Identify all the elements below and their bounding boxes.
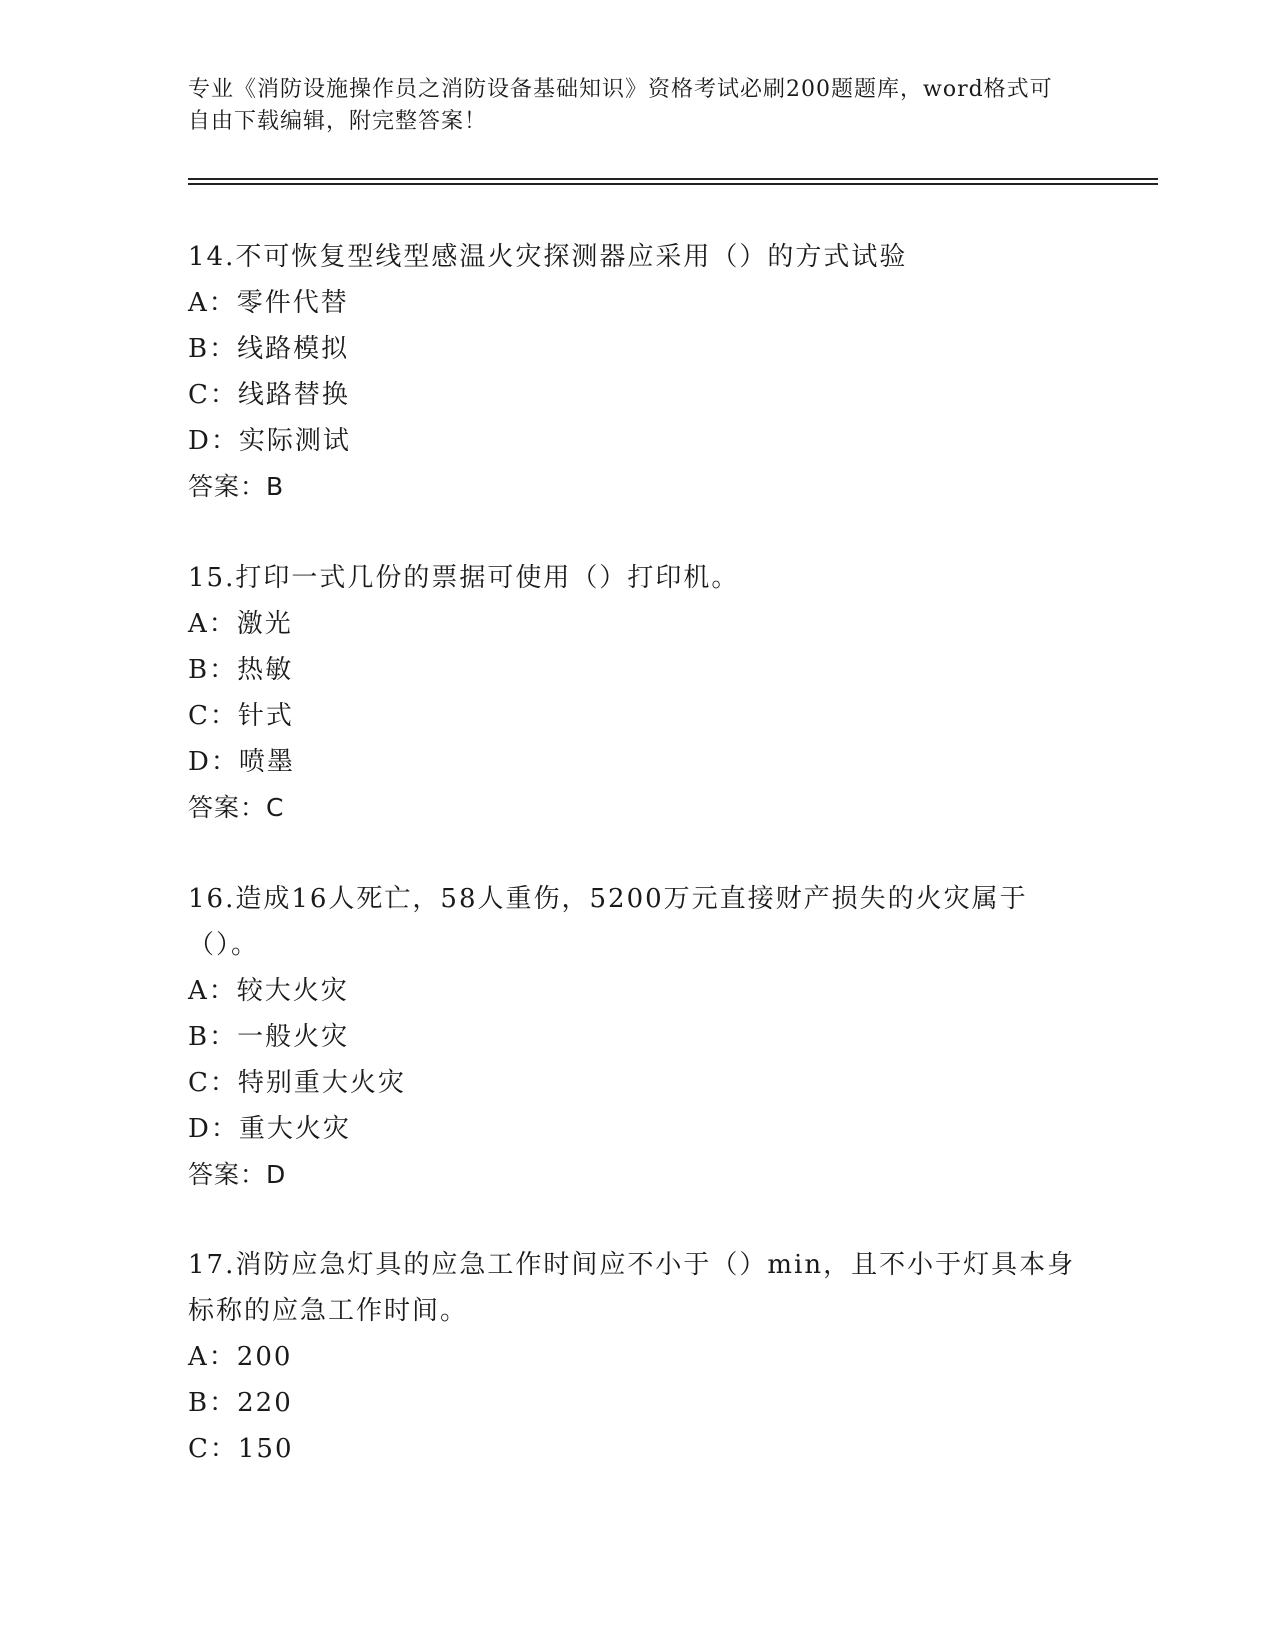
- option-b: B：220: [188, 1388, 293, 1418]
- option-d: D：重大火灾: [188, 1114, 351, 1144]
- question-block: [188, 876, 1088, 1198]
- header-divider-bottom: [188, 183, 1158, 185]
- option-c: C：线路替换: [188, 380, 350, 410]
- header-divider-top: [188, 178, 1158, 180]
- question-stem: 14.不可恢复型线型感温火灾探测器应采用（）的方式试验: [188, 242, 908, 272]
- option-c: C：150: [188, 1434, 294, 1464]
- option-d: D：实际测试: [188, 426, 351, 456]
- option-a: A：200: [188, 1342, 293, 1372]
- question-block: [188, 234, 1088, 510]
- option-b: B：热敏: [188, 655, 294, 685]
- option-c: C：针式: [188, 701, 294, 731]
- option-a: A：激光: [188, 609, 293, 639]
- option-a: A：较大火灾: [188, 976, 349, 1006]
- question-stem: 15.打印一式几份的票据可使用（）打印机。: [188, 563, 740, 593]
- answer-line: 答案：B: [188, 472, 285, 501]
- option-c: C：特别重大火灾: [188, 1068, 406, 1098]
- question-block: [188, 555, 1088, 831]
- question-stem: 16.造成16人死亡，58人重伤，5200万元直接财产损失的火灾属于（）。: [188, 884, 1028, 960]
- document-header: 专业《消防设施操作员之消防设备基础知识》资格考试必刷200题题库，word格式可自由下载编辑，附完整答案！: [188, 77, 1053, 134]
- answer-line: 答案：C: [188, 793, 285, 822]
- question-stem: 17.消防应急灯具的应急工作时间应不小于（）min，且不小于灯具本身标称的应急工作时间。: [188, 1250, 1076, 1326]
- option-b: B：一般火灾: [188, 1022, 350, 1052]
- option-b: B：线路模拟: [188, 334, 350, 364]
- option-d: D：喷墨: [188, 747, 295, 777]
- question-block: [188, 1242, 1088, 1472]
- option-a: A：零件代替: [188, 288, 349, 318]
- answer-line: 答案：D: [188, 1160, 287, 1189]
